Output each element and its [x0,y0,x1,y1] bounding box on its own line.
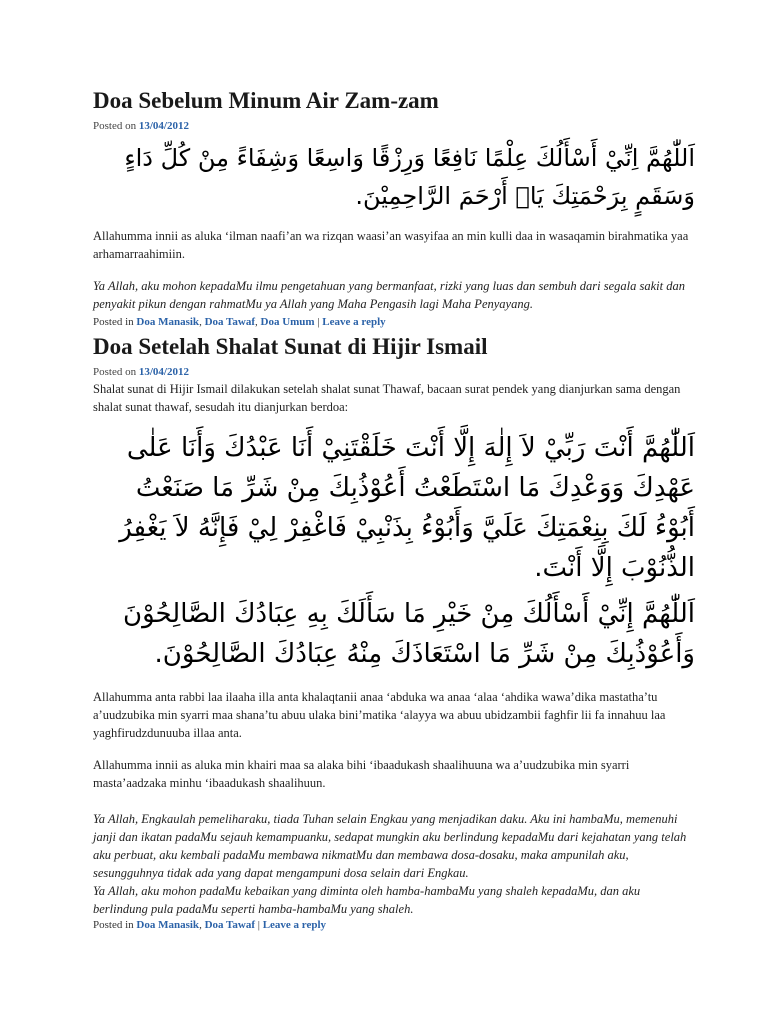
posted-on-label: Posted on [93,366,137,378]
category-link-doa-manasik[interactable]: Doa Manasik [136,316,200,328]
posted-on-label: Posted on [93,120,137,132]
arabic-prayer-1: اَللّٰهُمَّ أَنْتَ رَبِّيْ لاَ إِلٰهَ إِلَّا أَنْتَ خَلَقْتَنِيْ أَنَا عَبْدُكَ وَأَنَا عَلٰى عَهْدِكَ وَوَعْدِكَ مَا اسْتَطَعْتُ أَعُوْذُبِكَ مِنْ شَرِّ مَا صَنَعْتُ أَبُوْءُ لَكَ بِنِعْمَتِكَ عَلَيَّ وَأَبُوْءُ بِذَنْبِيْ فَاغْفِرْ لِيْ فَإِنَّهُ لاَ يَغْفِرُ الذُّنُوْبَ إِلَّا أَنْتَ. [119,433,695,583]
category-link-doa-tawaf[interactable]: Doa Tawaf [204,316,255,328]
translation: Ya Allah, aku mohon kepadaMu ilmu pengetahuan yang bermanfaat, rizki yang luas dan sembuh dari segala sakit dan penyakit pikun dengan rahmatMu ya Allah yang Maha Pengasih lagi Maha Penyayang. [93,279,685,311]
translation-2: Ya Allah, aku mohon padaMu kebaikan yang diminta oleh hamba-hambaMu yang shaleh kepadaMu, dan aku berlindung pula padaMu seperti hamba-hambaMu yang shaleh. [93,884,641,916]
posted-on [93,365,695,379]
post-meta: Posted in Doa Manasik, Doa Tawaf | Leave a reply [93,919,327,931]
latin-transliteration-1: Allahumma anta rabbi laa ilaaha illa anta khalaqtanii anaa ‘abduka wa anaa ‘alaa ‘ahdika wawa’dika mastatha’tu a’uudzubika min syarri maa shana’tu abuu ulaka bini’matika ‘alayya wa abuu ubidzambii faghfir lii fa innahuu laa yaghfirudzdunuuba illaa anta. [93,690,666,740]
leave-reply-link[interactable]: Leave a reply [262,919,327,931]
page-content [93,86,695,932]
posted-in-label: Posted in [93,316,134,328]
arabic-prayer-2: اَللّٰهُمَّ إِنِّيْ أَسْأَلُكَ مِنْ خَيْرِ مَا سَأَلَكَ بِهِ عِبَادُكَ الصَّالِحُوْنَ وَأَعُوْذُبِكَ مِنْ شَرِّ مَا اسْتَعَاذَكَ مِنْهُ عِبَادُكَ الصَّالِحُوْنَ. [123,599,695,669]
translation-1: Ya Allah, Engkaulah pemeliharaku, tiada Tuhan selain Engkau yang menjadikan daku. Aku ini hambaMu, memenuhi janji dan ikatan padaMu sejauh kemampuanku, sedapat mungkin aku berlindung kepadaMu dari kejahatan yang telah aku perbuat, aku kembali padaMu membawa nikmatMu dan membawa dosa-dosaku, maka ampunilah aku, sesungguhnya tidak ada yang dapat mengampuni dosa selain dari Engkau. [93,812,687,880]
post-hijir-ismail [93,332,695,932]
latin-transliteration: Allahumma innii as aluka ‘ilman naafi’an wa rizqan waasi’an wasyifaa an min kulli daa in wasaqamin birahmatika yaa arhamarraahimiin. [93,229,689,261]
meta-separator: | [257,919,260,931]
post-meta: Posted in Doa Manasik, Doa Tawaf, Doa Umum | Leave a reply [93,316,386,328]
posted-in-label: Posted in [93,919,134,931]
posted-on [93,119,695,133]
category-link-doa-tawaf[interactable]: Doa Tawaf [204,919,255,931]
post-title: Doa Setelah Shalat Sunat di Hijir Ismail [93,334,488,359]
post-title: Doa Sebelum Minum Air Zam-zam [93,88,439,113]
latin-transliteration-2: Allahumma innii as aluka min khairi maa sa alaka bihi ‘ibaadukash shaalihuuna wa a’uudzubika min syarri masta’aadzaka minhu ‘ibaadukash shaalihuun. [93,758,630,790]
post-date-link[interactable]: 13/04/2012 [138,120,189,132]
post-zamzam [93,86,695,329]
meta-separator: | [317,316,320,328]
arabic-prayer: اَللّٰهُمَّ اِنِّيْ أَسْأَلُكَ عِلْمًا نَافِعًا وَرِزْقًا وَاسِعًا وَشِفَاءً مِنْ كُلِّ دَاءٍ وَسَقَمٍ بِرَحْمَتِكَ يَاۤ أَرْحَمَ الرَّاحِمِيْنَ. [124,144,695,210]
category-link-doa-manasik[interactable]: Doa Manasik [136,919,200,931]
intro-text: Shalat sunat di Hijir Ismail dilakukan setelah shalat sunat Thawaf, bacaan surat pendek yang dianjurkan sama dengan shalat sunat thawaf, sesudah itu dianjurkan berdoa: [93,382,681,414]
category-link-doa-umum[interactable]: Doa Umum [260,316,315,328]
leave-reply-link[interactable]: Leave a reply [322,316,386,328]
post-date-link[interactable]: 13/04/2012 [138,366,189,378]
